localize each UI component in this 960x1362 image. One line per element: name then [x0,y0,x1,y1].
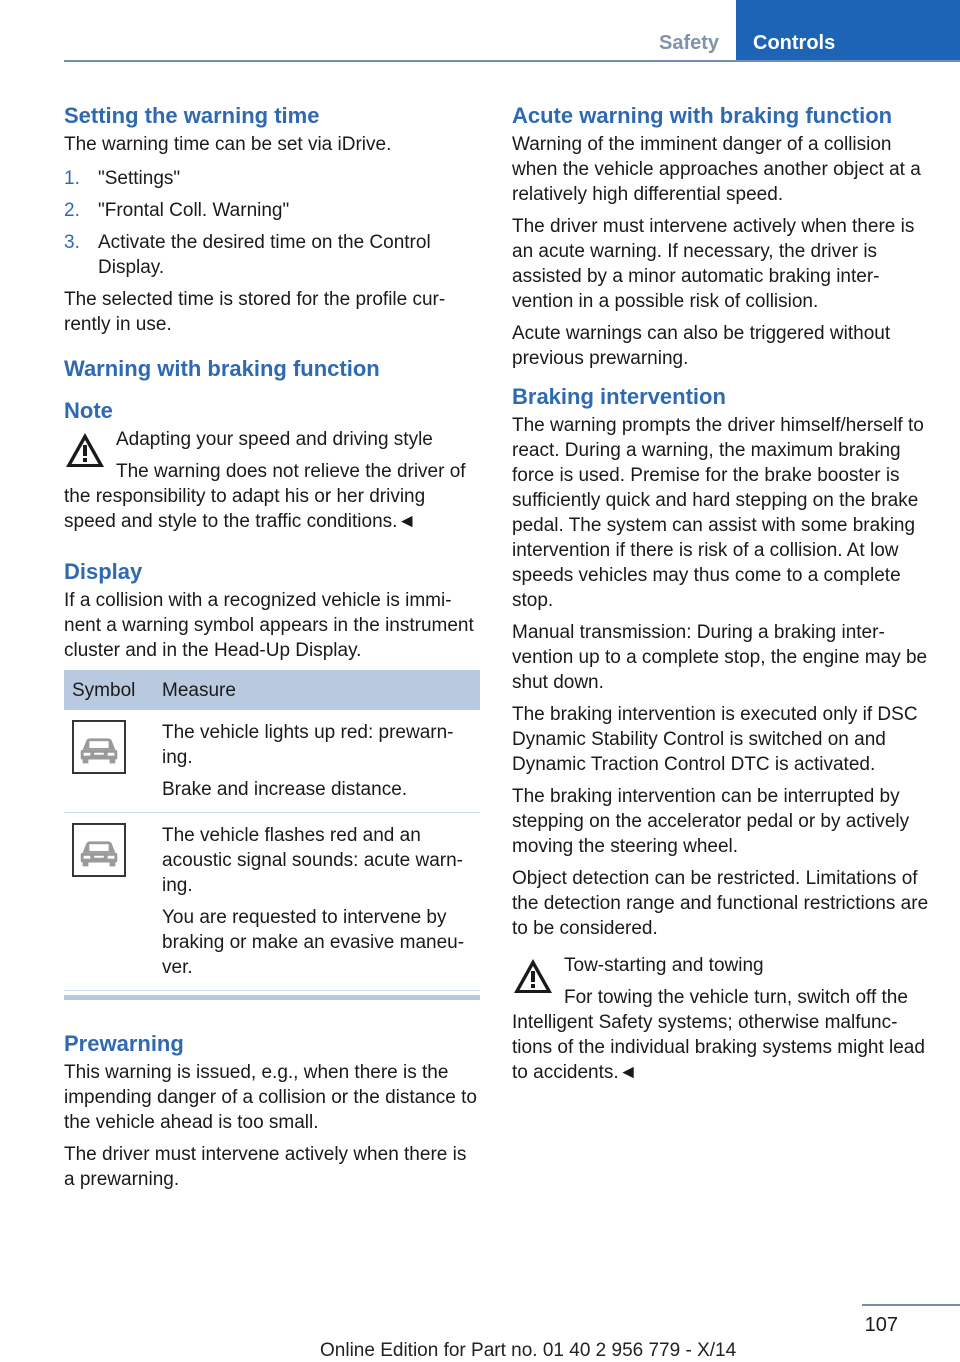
tab-safety[interactable]: Safety [658,32,720,54]
measure-cell [154,710,480,813]
intervention-text: The braking intervention is executed only if DSC Dynamic Stability Control is switched on and Dynamic Traction Control DTC is activated. [512,704,918,775]
left-column [64,100,480,1199]
symbol-table [64,670,480,991]
intervention-text: The warning prompts the driver himself/herself to react. During a warning, the maximum braking force is used. Premise for the brake booster is sufficiently quick and hard stepping on the brake pedal. The system can assist with some braking intervention if there is risk of a collision. At low speeds vehicles may thus come to a complete stop. [512,415,924,611]
car-warning-icon [72,823,126,877]
prewarning-text: This warning is issued, e.g., when there is the impending danger of a collision or the distance to the vehicle ahead is too small. [64,1062,477,1133]
braking-function-heading: Warning with braking function [64,356,380,381]
braking-intervention-heading: Braking intervention [512,384,726,409]
intervention-text: Object detection can be restricted. Limitations of the detection range and functional restrictions are to be considered. [512,868,929,939]
step-number: 1. [64,168,80,189]
tab-controls[interactable]: Controls [736,0,960,62]
acute-text: Warning of the imminent danger of a collision when the vehicle approaches another object at a relatively high differential speed. [512,134,921,205]
setting-stored-text: The selected time is stored for the profile currently in use. [64,289,446,335]
step-text: Activate the desired time on the Control Display. [98,232,431,278]
column-header-symbol: Symbol [64,670,154,710]
note-warning-block [64,427,480,534]
table-row [64,813,480,991]
warning-triangle-icon [64,431,106,469]
measure-cell [154,813,480,991]
measure-line: The vehicle lights up red: prewarning. [162,722,454,768]
acute-text: The driver must intervene actively when there is an acute warning. If necessary, the driver is assisted by a minor automatic braking intervention in a possible risk of collision. [512,216,915,312]
header-rule [64,60,960,62]
table-row [64,710,480,813]
step-text: "Frontal Coll. Warning" [98,200,290,221]
list-item [64,198,480,223]
acute-warning-heading: Acute warning with braking function [512,103,893,128]
intervention-text: Manual transmission: During a braking intervention up to a complete stop, the engine may be shut down. [512,622,928,693]
prewarning-heading: Prewarning [64,1031,184,1056]
right-column [512,100,930,1085]
acute-text: Acute warnings can also be triggered without previous prewarning. [512,323,891,369]
setting-warning-time-heading: Setting the warning time [64,103,320,128]
online-edition-note: Online Edition for Part no. 01 40 2 956 779 - X/14 [320,1340,737,1361]
table-end-rule [64,995,480,1000]
list-item [64,166,480,191]
tow-warning-block [512,953,930,1085]
steps-list [64,166,480,280]
prewarning-text: The driver must intervene actively when there is a prewarning. [64,1144,467,1190]
step-text: "Settings" [98,168,181,189]
note-body: The warning does not relieve the driver of the responsibility to adapt his or her driving speed and style to the traffic conditions.◄ [64,461,466,532]
note-heading: Note [64,398,113,423]
page-number: 107 [864,1314,898,1336]
tow-title: Tow-starting and towing [564,955,764,976]
warning-triangle-icon [512,957,554,995]
column-header-measure: Measure [154,670,480,710]
setting-intro-text: The warning time can be set via iDrive. [64,134,392,155]
symbol-cell [64,813,154,991]
step-number: 2. [64,200,80,221]
tow-body: For towing the vehicle turn, switch off the Intelligent Safety systems; otherwise malfunctions of the individual braking systems might lead to accidents.◄ [512,987,925,1083]
note-title: Adapting your speed and driving style [116,429,433,450]
step-number: 3. [64,232,80,253]
symbol-cell [64,710,154,813]
car-warning-icon [72,720,126,774]
list-item [64,230,480,280]
intervention-text: The braking intervention can be interrupted by stepping on the accelerator pedal or by actively moving the steering wheel. [512,786,910,857]
display-heading: Display [64,559,143,584]
page-number-rule [862,1304,960,1306]
measure-line: The vehicle flashes red and an acoustic signal sounds: acute warning. [162,825,463,896]
page-header [0,0,960,62]
display-text: If a collision with a recognized vehicle is imminent a warning symbol appears in the instrument cluster and in the Head-Up Display. [64,590,474,661]
table-header-row [64,670,480,710]
measure-line: You are requested to intervene by braking or make an evasive maneuver. [162,907,465,978]
measure-line: Brake and increase distance. [162,779,408,800]
